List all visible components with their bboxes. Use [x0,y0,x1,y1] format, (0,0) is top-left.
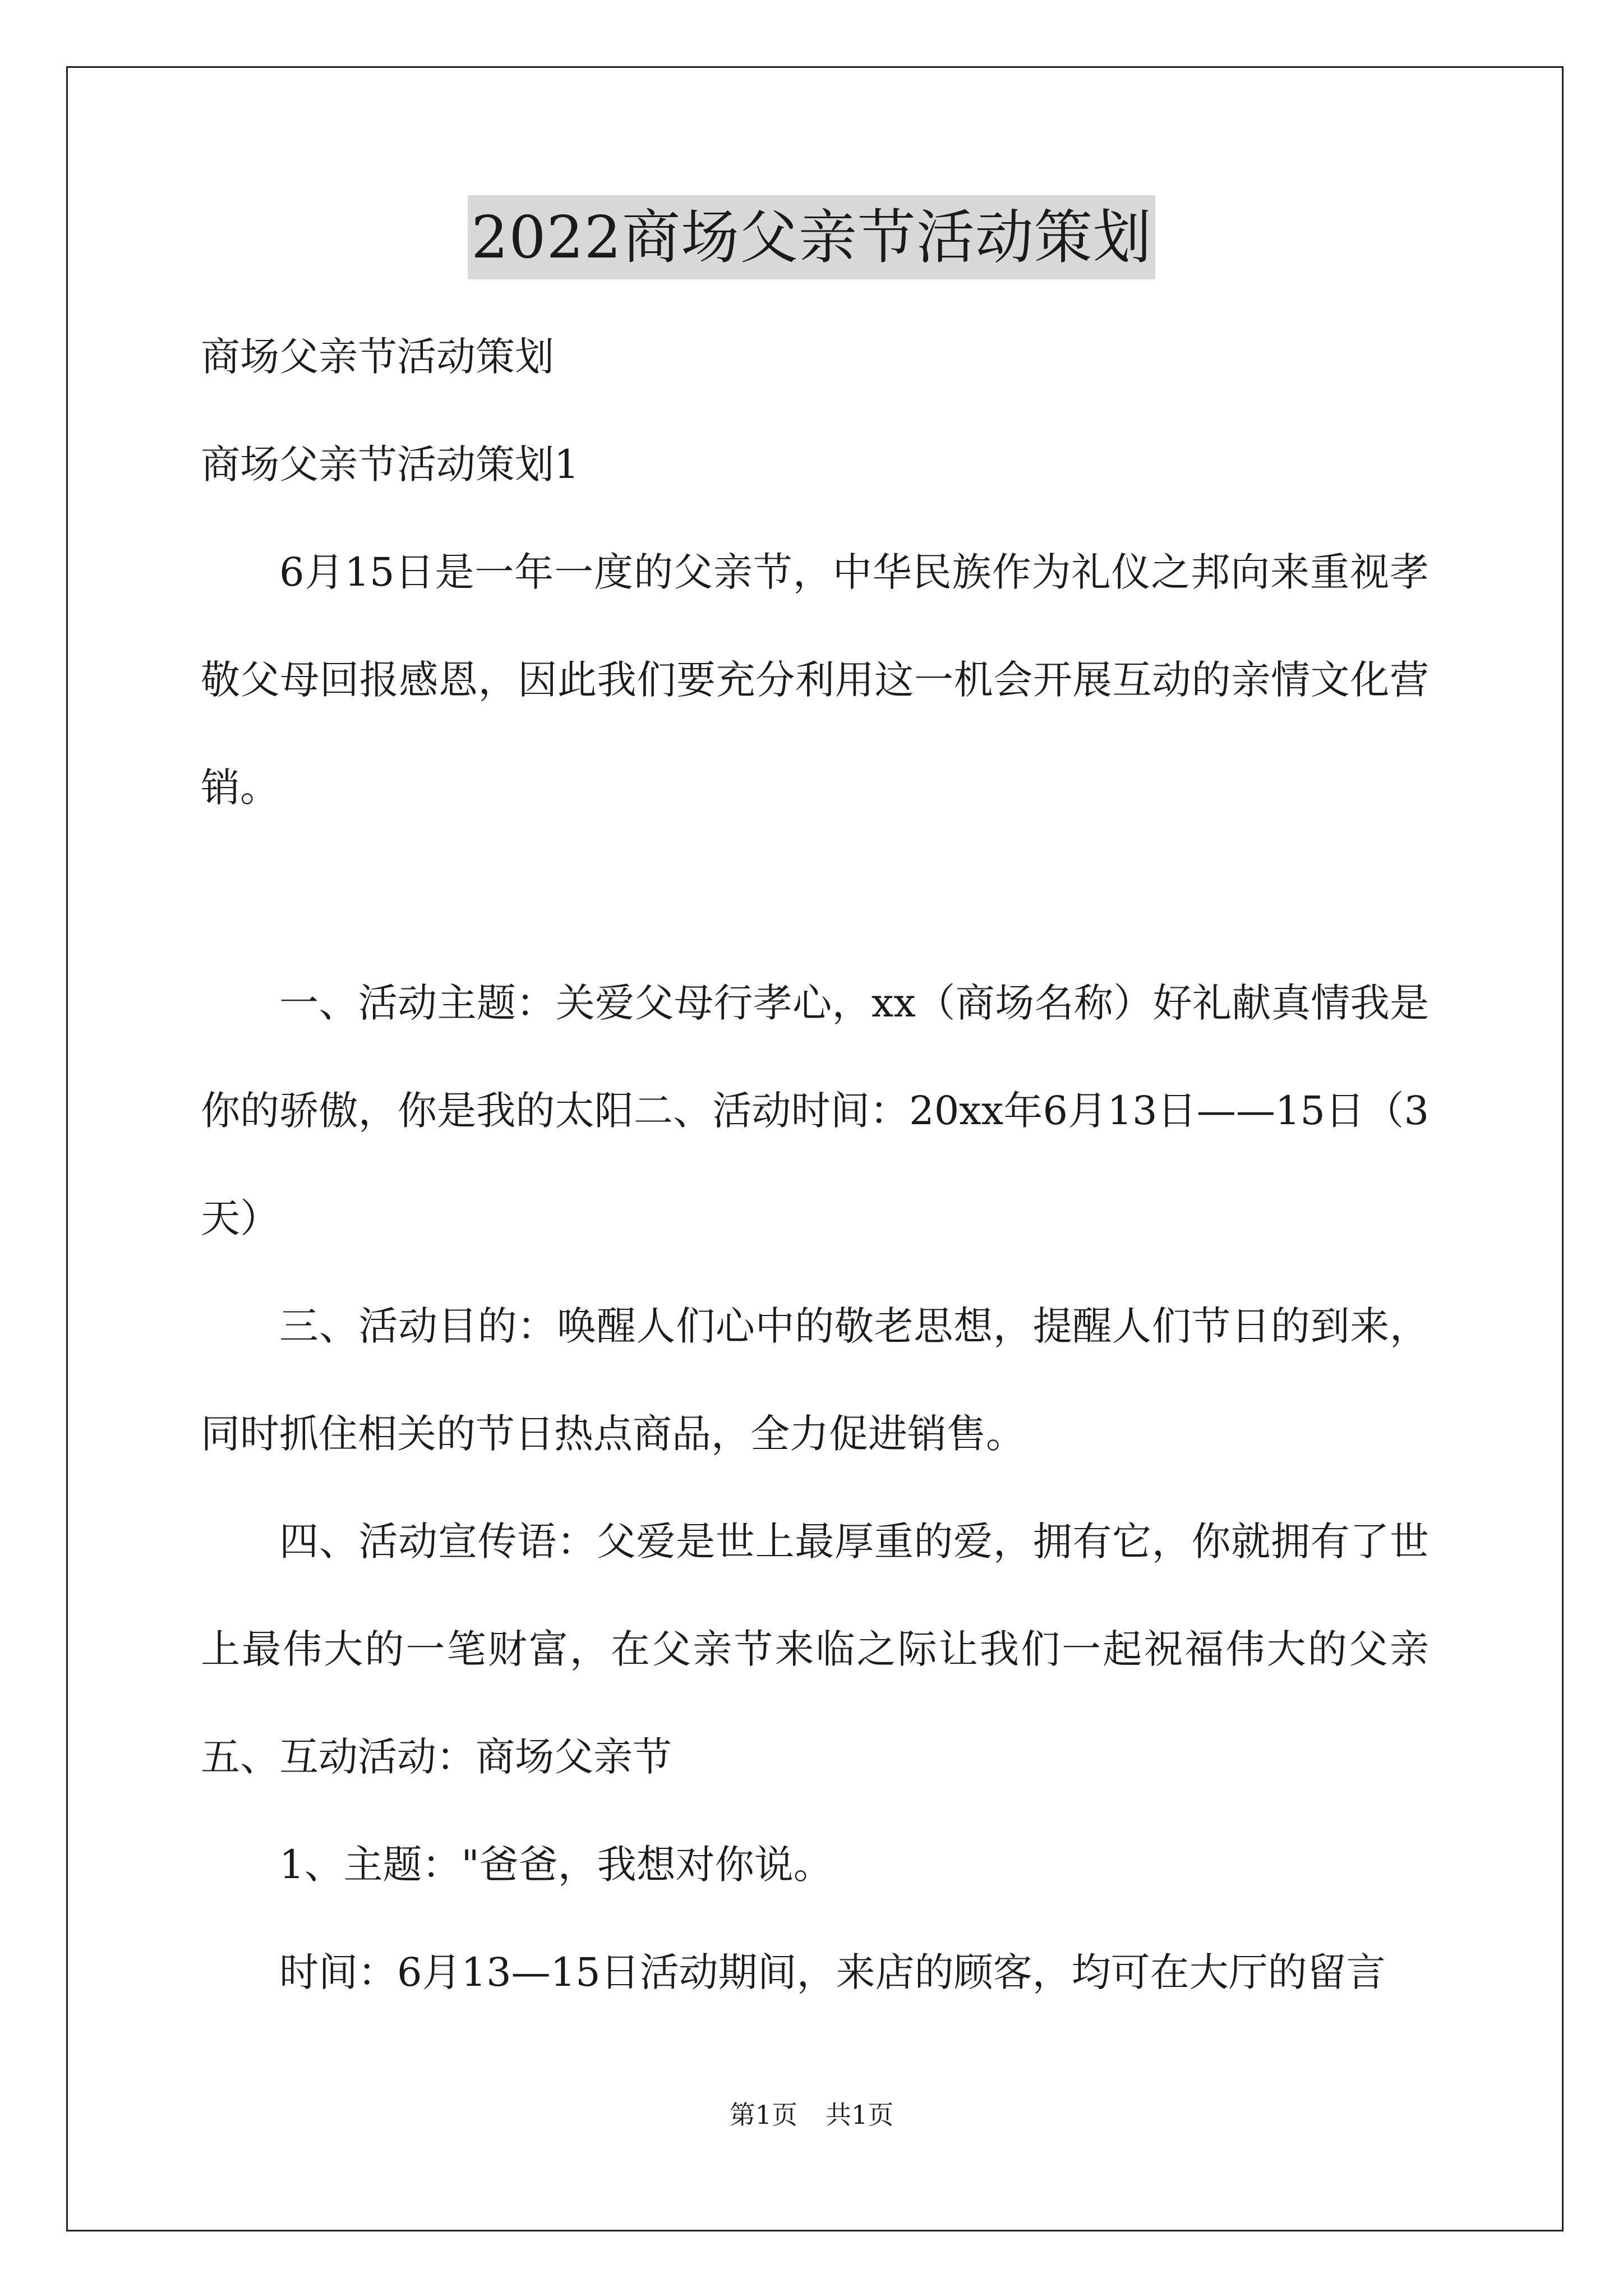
page-total: 共1页 [826,2100,894,2130]
paragraph-heading: 商场父亲节活动策划 [201,334,554,380]
paragraph-slogan: 四、活动宣传语：父爱是世上最厚重的爱，拥有它，你就拥有了世上最伟大的一笔财富，在父亲节来临之际让我们一起祝福伟大的父亲五、互动活动：商场父亲节 [201,1519,1429,1780]
paragraph-subject: 1、主题："爸爸，我想对你说。 [279,1842,833,1888]
page-footer [0,2098,1623,2132]
paragraph-subheading: 商场父亲节活动策划1 [201,441,579,487]
document-title: 2022商场父亲节活动策划 [468,195,1155,279]
paragraph-time-detail: 时间：6月13—15日活动期间，来店的顾客，均可在大厅的留言 [279,1949,1386,1995]
title-container [0,195,1623,279]
document-body [201,303,1429,2026]
paragraph-intro: 6月15日是一年一度的父亲节，中华民族作为礼仪之邦向来重视孝敬父母回报感恩，因此我们要充分利用这一机会开展互动的亲情文化营销。 [201,549,1429,811]
paragraph-spacer [201,841,1429,949]
paragraph-purpose: 三、活动目的：唤醒人们心中的敬老思想，提醒人们节日的到来，同时抓住相关的节日热点商品，全力促进销售。 [201,1303,1429,1457]
page-number: 第1页 [729,2100,797,2130]
paragraph-theme-time: 一、活动主题：关爱父母行孝心，xx（商场名称）好礼献真情我是你的骄傲，你是我的太阳二、活动时间：20xx年6月13日——15日（3天） [201,980,1429,1241]
